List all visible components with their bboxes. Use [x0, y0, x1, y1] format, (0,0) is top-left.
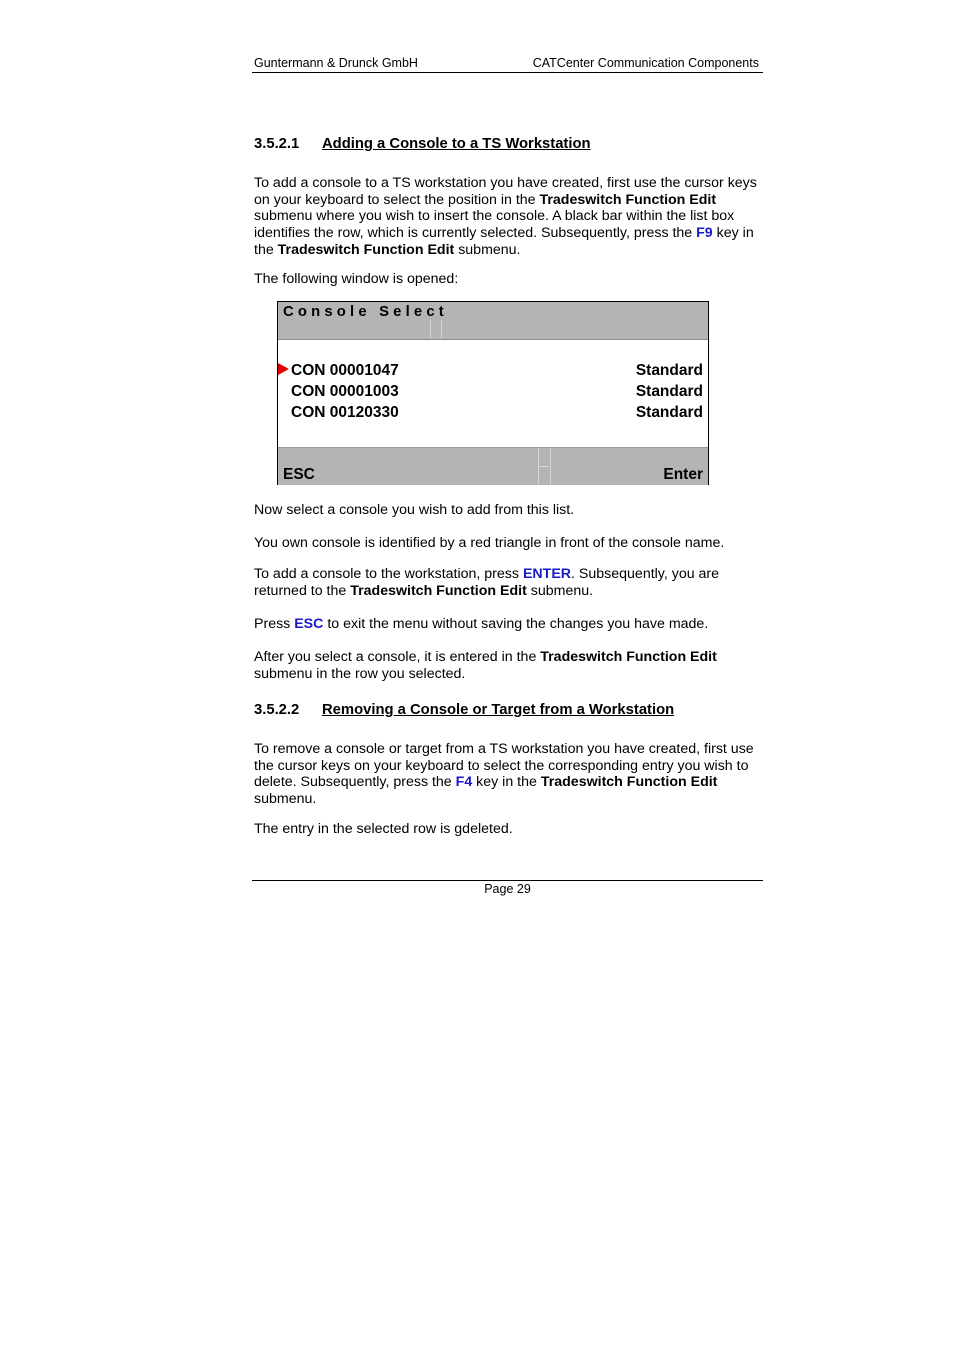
menu-name: Tradeswitch Function Edit [539, 191, 717, 208]
text: Press [254, 616, 295, 632]
menu-name: Tradeswitch Function Edit [277, 241, 455, 258]
console-list-item[interactable] [291, 383, 703, 404]
text: submenu. [454, 241, 521, 258]
text: submenu. [526, 582, 594, 599]
text: to exit the menu without saving the changes you have made. [323, 616, 709, 632]
dialog-title: Console Select [283, 304, 448, 320]
menu-name: Tradeswitch Function Edit [540, 649, 717, 665]
dialog-button-bar [278, 447, 708, 485]
console-list-item[interactable] [291, 404, 703, 425]
text: submenu in the row you selected. [254, 665, 466, 682]
menu-name: Tradeswitch Function Edit [350, 582, 527, 599]
text: key in the [472, 774, 541, 791]
console-type: Standard [635, 383, 703, 400]
section-heading-adding-console [254, 136, 591, 152]
esc-button[interactable]: ESC [283, 466, 315, 483]
console-list-item[interactable] [291, 362, 703, 383]
key-enter: ENTER [522, 566, 572, 582]
paragraph-press-esc [254, 616, 769, 633]
paragraph-window-opened: The following window is opened: [254, 271, 459, 287]
text: To add a console to a TS workstation you have created, first use the cursor keys on your keyboard to select the position in the [254, 175, 757, 208]
console-name: CON 00001003 [291, 383, 399, 400]
dialog-title-bar [278, 302, 708, 340]
section-number: 3.5.2.1 [254, 136, 300, 152]
text: key in the [254, 225, 754, 258]
header-rule [252, 72, 763, 73]
section-heading-removing-console [254, 702, 674, 718]
menu-name: Tradeswitch Function Edit [540, 774, 718, 791]
key-f4: F4 [455, 774, 473, 791]
header-company: Guntermann & Drunck GmbH [254, 56, 418, 70]
paragraph-removing-console-intro [254, 741, 769, 808]
enter-button[interactable]: Enter [663, 466, 703, 483]
text: After you select a console, it is entered in the [254, 649, 541, 665]
section-title: Removing a Console or Target from a Workstation [322, 702, 675, 718]
paragraph-entry-deleted: The entry in the selected row is gdeleted. [254, 821, 513, 837]
paragraph-adding-console-intro [254, 175, 769, 259]
paragraph-add-console [254, 566, 769, 599]
footer-rule [252, 880, 763, 881]
console-name: CON 00001047 [291, 362, 399, 379]
console-name: CON 00120330 [291, 404, 399, 421]
text: To add a console to the workstation, press [254, 566, 523, 582]
own-console-marker-icon [278, 363, 289, 375]
page-number: Page 29 [484, 882, 531, 896]
button-bar-divider-mark [538, 466, 549, 467]
console-select-dialog [277, 301, 709, 485]
text: . Subsequently, you are returned to the [254, 566, 720, 599]
console-type: Standard [635, 404, 703, 421]
section-number: 3.5.2.2 [254, 702, 300, 718]
text: submenu. [254, 791, 317, 808]
key-esc: ESC [294, 616, 324, 632]
paragraph-select-console: Now select a console you wish to add from this list. [254, 502, 575, 518]
header-document-title: CATCenter Communication Components [532, 56, 759, 70]
section-title: Adding a Console to a TS Workstation [322, 136, 591, 152]
text: To remove a console or target from a TS workstation you have created, first use the cursor keys on your keyboard to select the corresponding entry you wish to delete. Subsequently, press the [254, 741, 754, 791]
key-f9: F9 [696, 225, 713, 242]
title-bar-divider [430, 320, 442, 339]
text: submenu where you wish to insert the console. A black bar within the list box identifies the row, which is currently selected. Subsequently, press the [254, 208, 735, 242]
paragraph-own-console: You own console is identified by a red triangle in front of the console name. [254, 535, 725, 551]
console-type: Standard [635, 362, 703, 379]
paragraph-after-select [254, 649, 769, 682]
